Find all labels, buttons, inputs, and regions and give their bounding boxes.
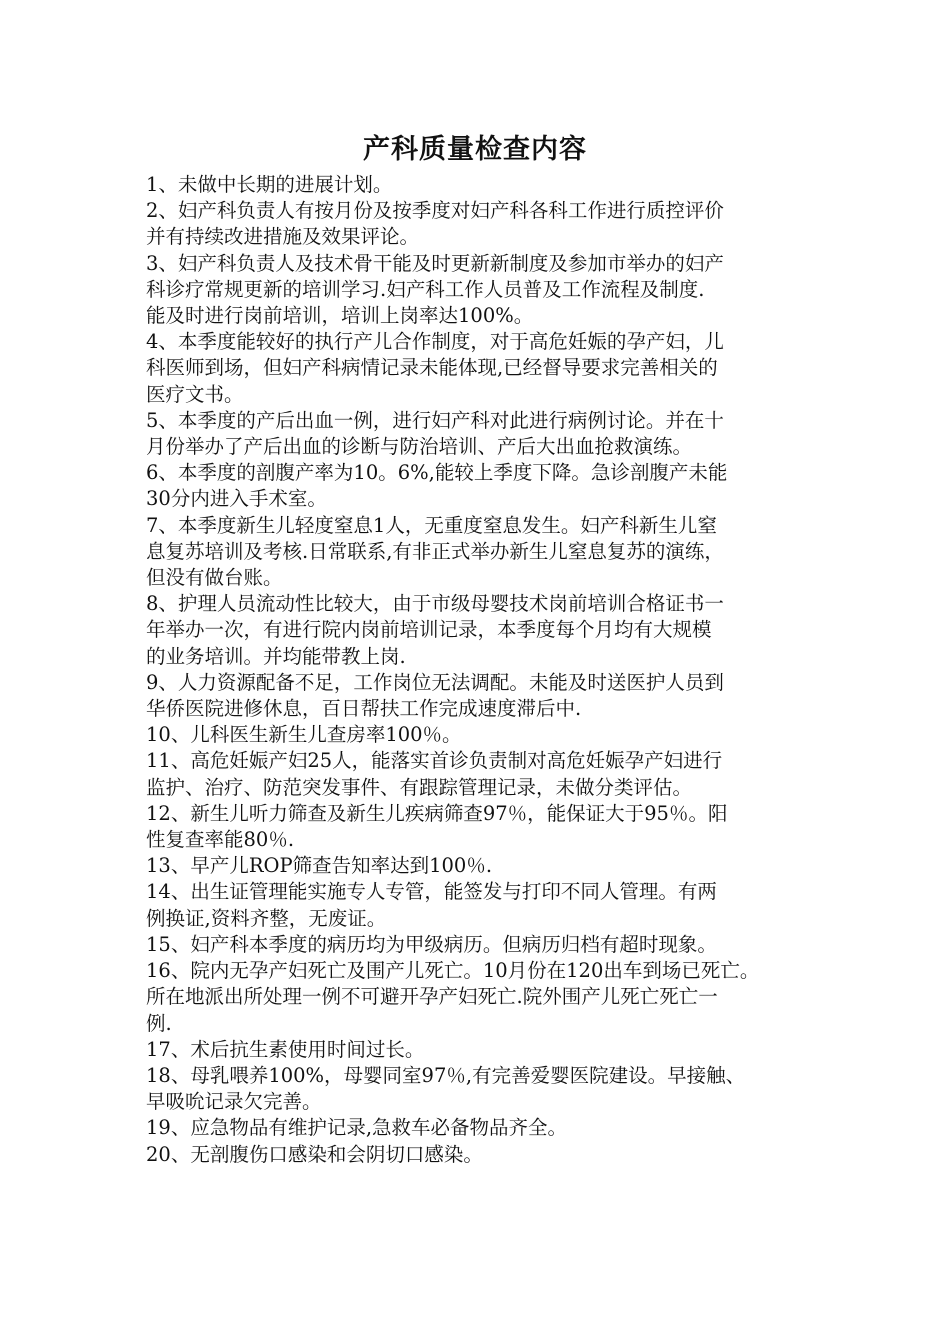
list-item: 3、妇产科负责人及技术骨干能及时更新新制度及参加市举办的妇产 科诊疗常规更新的培训学习.妇产科工作人员普及工作流程及制度. 能及时进行岗前培训，培训上岗率达100%。 xyxy=(146,251,724,328)
list-item: 14、出生证管理能实施专人专管，能签发与打印不同人管理。有两 例换证,资料齐整，无废证。 xyxy=(146,880,717,930)
list-item: 1、未做中长期的进展计划。 xyxy=(146,173,393,196)
document-title: 产科质量检查内容 xyxy=(363,134,587,165)
list-item: 13、早产儿ROP筛查告知率达到100％. xyxy=(146,854,493,878)
list-item: 17、术后抗生素使用时间过长。 xyxy=(146,1037,425,1061)
list-item: 16、院内无孕产妇死亡及围产儿死亡。10月份在120出车到场已死亡。 所在地派出所处理一例不可避开孕产妇死亡.院外围产儿死亡死亡一 例. xyxy=(146,959,760,1035)
list-item: 18、母乳喂养100%，母婴同室97％,有完善爱婴医院建设。早接触、 早吸吮记录欠完善。 xyxy=(146,1063,746,1114)
list-item: 2、妇产科负责人有按月份及按季度对妇产科各科工作进行质控评价 并有持续改进措施及效果评论。 xyxy=(146,199,724,249)
list-item: 9、人力资源配备不足，工作岗位无法调配。未能及时送医护人员到 华侨医院进修休息，百日帮扶工作完成速度滞后中. xyxy=(146,670,724,721)
list-item: 6、本季度的剖腹产率为10。6%,能较上季度下降。急诊剖腹产未能 30分内进入手术室。 xyxy=(146,461,728,511)
list-item: 5、本季度的产后出血一例，进行妇产科对此进行病例讨论。并在十 月份举办了产后出血的诊断与防治培训、产后大出血抢救演练。 xyxy=(146,408,724,459)
list-item: 20、无剖腹伤口感染和会阴切口感染。 xyxy=(146,1142,483,1166)
list-item: 11、高危妊娠产妇25人，能落实首诊负责制对高危妊娠孕产妇进行 监护、治疗、防范突发事件、有跟踪管理记录，未做分类评估。 xyxy=(146,749,723,799)
inspection-list xyxy=(146,172,826,1168)
list-item: 12、新生儿听力筛查及新生儿疾病筛查97％，能保证大于95％。阳 性复查率能80％. xyxy=(146,801,728,852)
list-item: 19、应急物品有维护记录,急救车必备物品齐全。 xyxy=(146,1116,568,1140)
list-item: 15、妇产科本季度的病历均为甲级病历。但病历归档有超时现象。 xyxy=(146,932,717,956)
list-item: 4、本季度能较好的执行产儿合作制度，对于高危妊娠的孕产妇，儿 科医师到场，但妇产科病情记录未能体现,已经督导要求完善相关的 医疗文书。 xyxy=(146,330,724,406)
list-item: 8、护理人员流动性比较大，由于市级母婴技术岗前培训合格证书一 年举办一次，有进行院内岗前培训记录，本季度每个月均有大规模 的业务培训。并均能带教上岗. xyxy=(146,592,724,668)
list-item: 7、本季度新生儿轻度窒息1人，无重度窒息发生。妇产科新生儿窒 息复苏培训及考核.日常联系,有非正式举办新生儿窒息复苏的演练， 但没有做台账。 xyxy=(146,513,724,590)
list-item: 10、儿科医生新生儿查房率100％。 xyxy=(146,723,462,747)
